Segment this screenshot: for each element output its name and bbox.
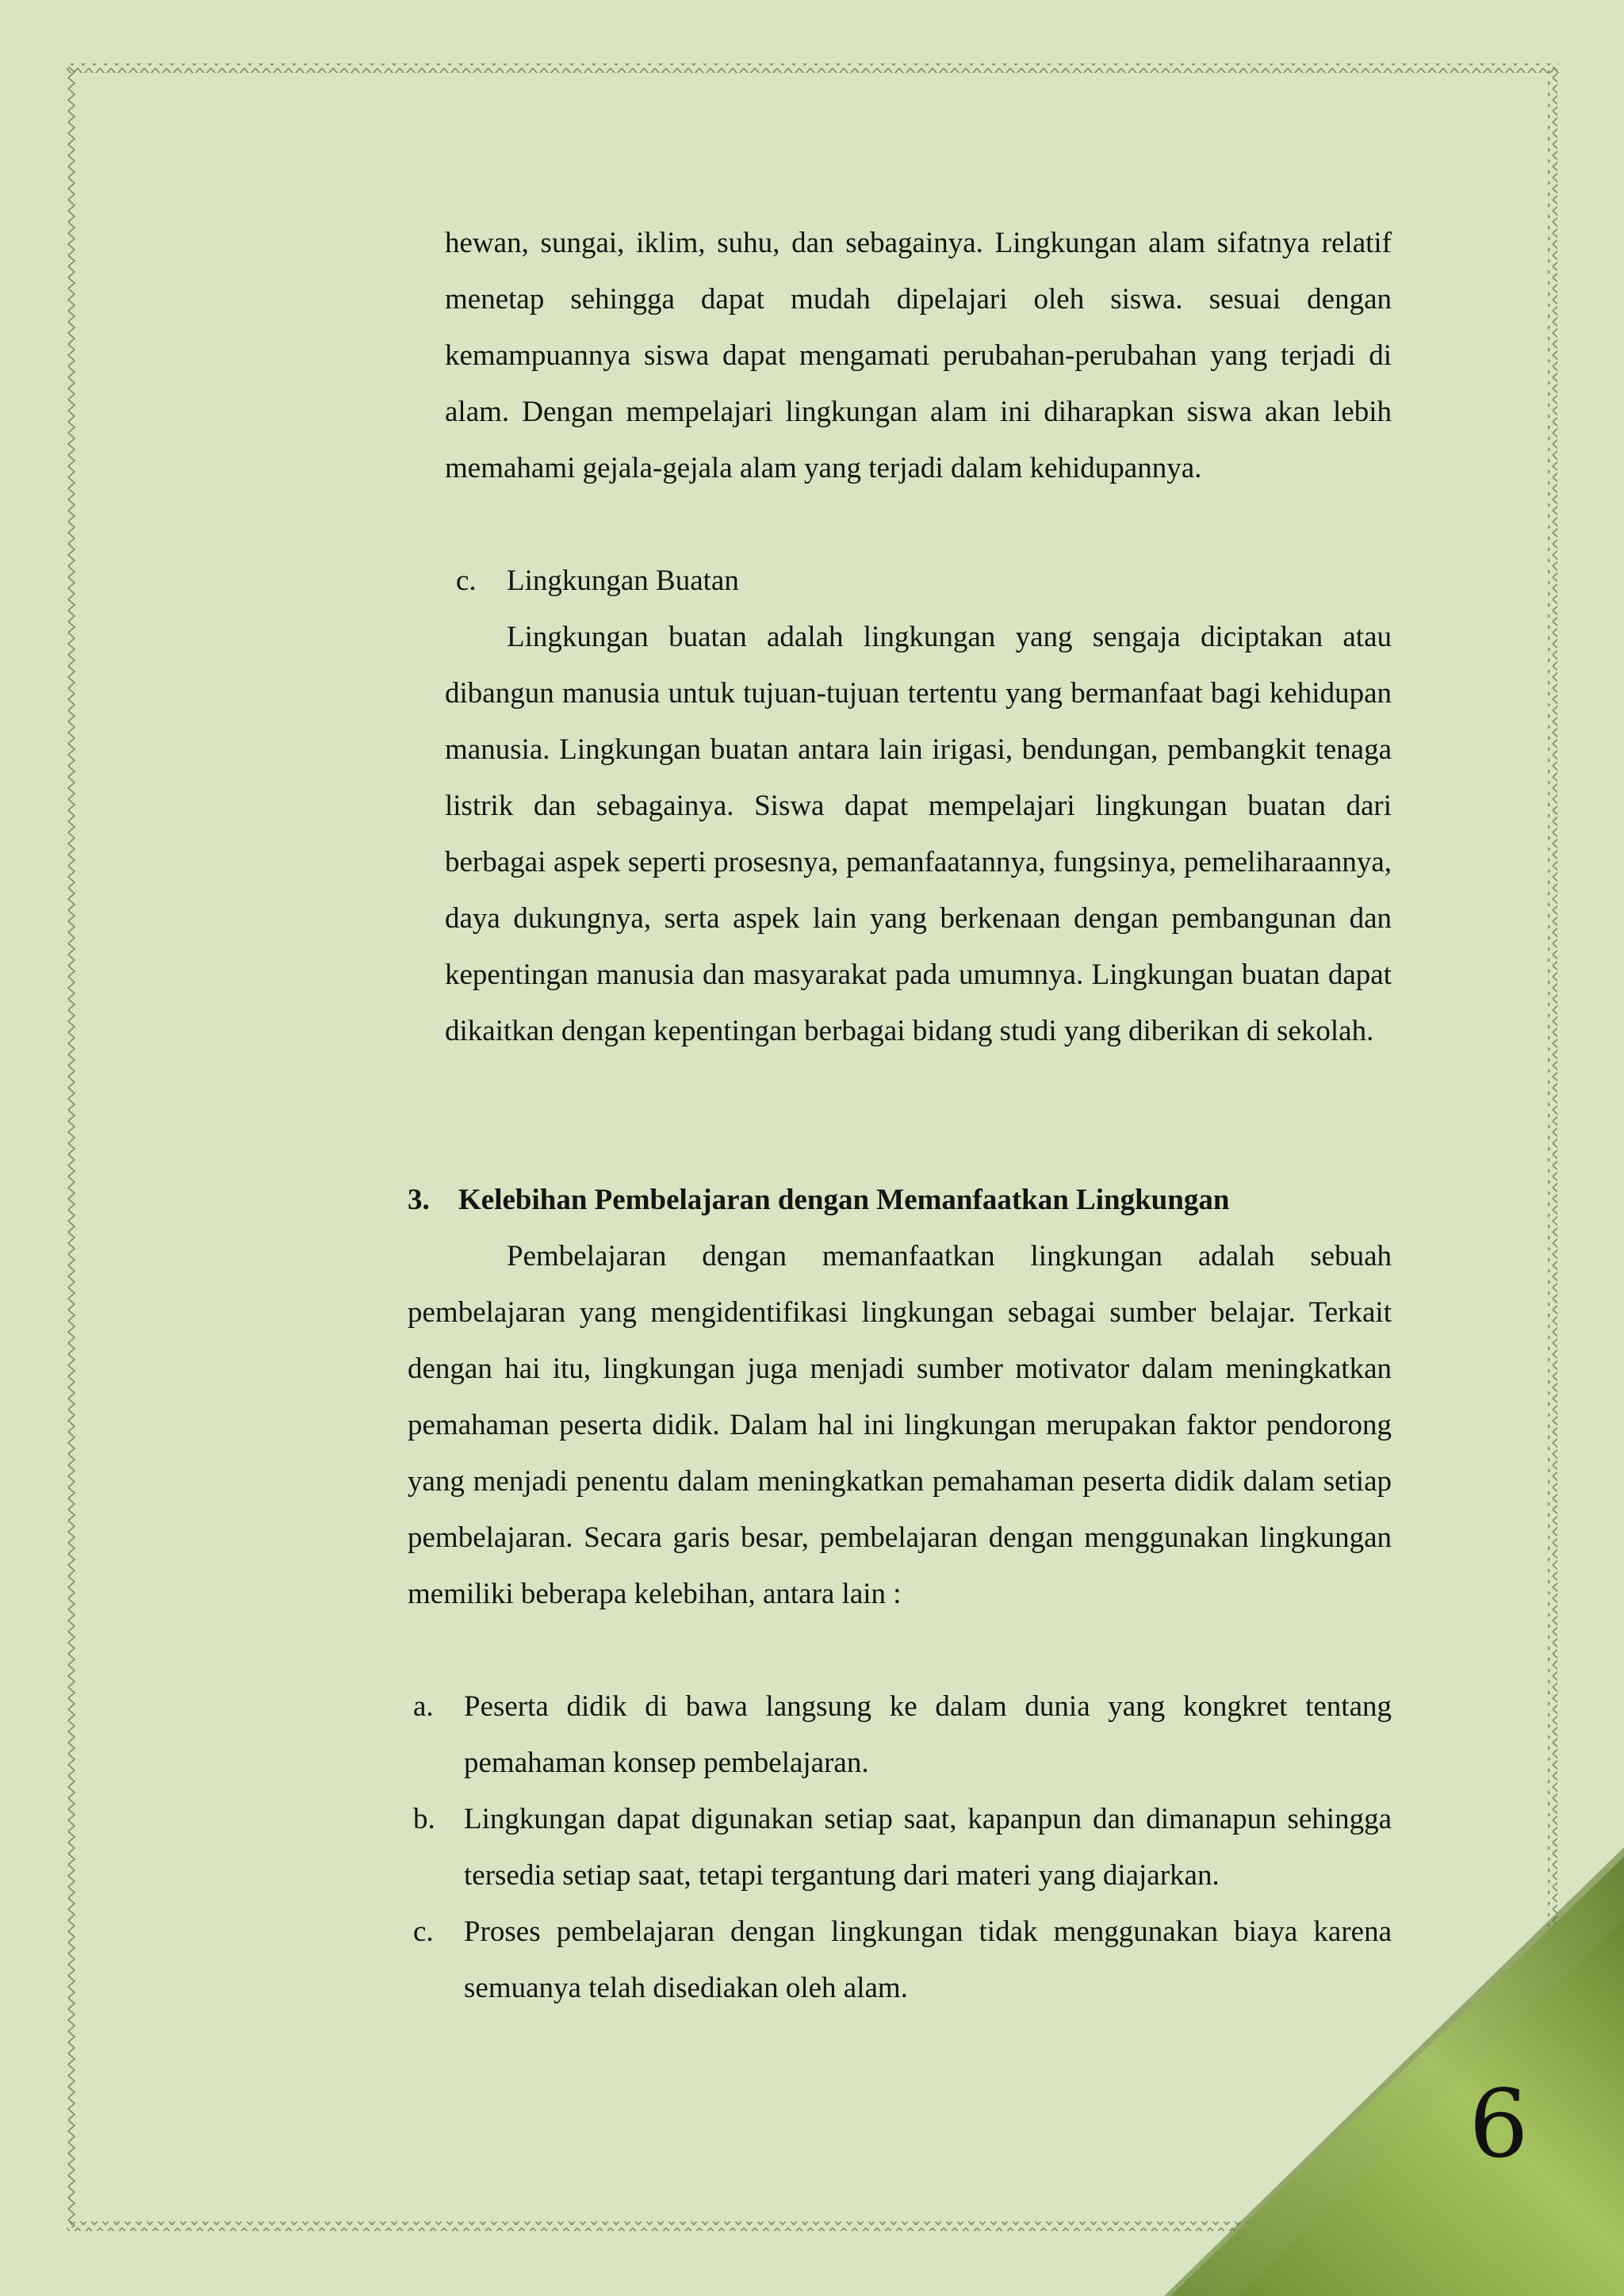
- list-item-text: Lingkungan dapat digunakan setiap saat, kapanpun dan dimanapun sehingga tersedia setiap saat, tetapi tergantung dari materi yang diajarkan.: [464, 1803, 1392, 1892]
- page-number: 6: [1469, 2069, 1529, 2179]
- section-heading-3: [408, 1172, 1392, 1228]
- list-item: [408, 1678, 1392, 1791]
- list-item-text: Peserta didik di bawa langsung ke dalam dunia yang kongkret tentang pemahaman konsep pembelajaran.: [464, 1690, 1392, 1779]
- list-item: [408, 1904, 1392, 2016]
- advantages-list: [408, 1678, 1392, 2016]
- section-number: 3.: [408, 1184, 430, 1216]
- subheading-title: Lingkungan Buatan: [507, 564, 739, 597]
- list-item-marker: a.: [413, 1690, 434, 1723]
- paragraph-natural-environment: hewan, sungai, iklim, suhu, dan sebagainya. Lingkungan alam sifatnya relatif menetap sehingga dapat mudah dipelajari oleh siswa. sesuai dengan kemampuannya siswa dapat mengamati perubahan-perubahan yang terjadi di alam. Dengan mempelajari lingkungan alam ini diharapkan siswa akan lebih memahami gejala-gejala alam yang terjadi dalam kehidupannya.: [445, 227, 1392, 484]
- list-item-marker: b.: [413, 1803, 435, 1835]
- paragraph-built-environment: Lingkungan buatan adalah lingkungan yang sengaja diciptakan atau dibangun manusia untuk tujuan-tujuan tertentu yang bermanfaat bagi kehidupan manusia. Lingkungan buatan antara lain irigasi, bendungan, pembangkit tenaga listrik dan sebagainya. Siswa dapat mempelajari lingkungan buatan dari berbagai aspek seperti prosesnya, pemanfaatannya, fungsinya, pemeliharaannya, daya dukungnya, serta aspek lain yang berkenaan dengan pembangunan dan kepentingan manusia dan masyarakat pada umumnya. Lingkungan buatan dapat dikaitkan dengan kepentingan berbagai bidang studi yang diberikan di sekolah.: [445, 621, 1392, 1047]
- section-title: Kelebihan Pembelajaran dengan Memanfaatkan Lingkungan: [458, 1184, 1230, 1216]
- subheading-marker: c.: [456, 564, 477, 597]
- list-item-text: Proses pembelajaran dengan lingkungan tidak menggunakan biaya karena semuanya telah disediakan oleh alam.: [464, 1915, 1392, 2004]
- subheading-lingkungan-buatan: [456, 553, 1392, 609]
- list-item-marker: c.: [413, 1915, 434, 1948]
- list-item: [408, 1791, 1392, 1904]
- paragraph-learning-advantages: Pembelajaran dengan memanfaatkan lingkungan adalah sebuah pembelajaran yang mengidentifikasi lingkungan sebagai sumber belajar. Terkait dengan hai itu, lingkungan juga menjadi sumber motivator dalam meningkatkan pemahaman peserta didik. Dalam hal ini lingkungan merupakan faktor pendorong yang menjadi penentu dalam meningkatkan pemahaman peserta didik dalam setiap pembelajaran. Secara garis besar, pembelajaran dengan menggunakan lingkungan memiliki beberapa kelebihan, antara lain :: [408, 1240, 1392, 1610]
